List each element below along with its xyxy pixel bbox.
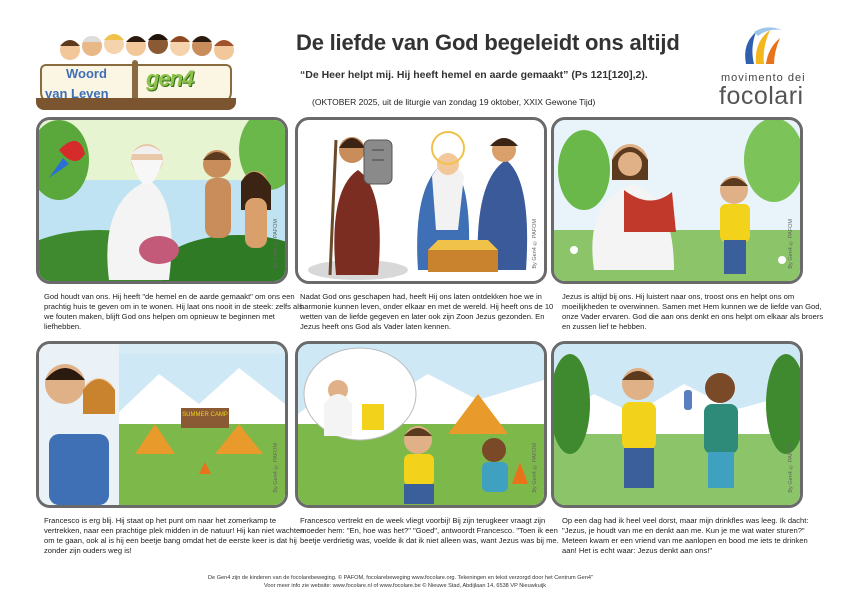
- panel-credit: By Gen4 © PAFOM: [273, 443, 279, 493]
- comic-panel-6: [551, 341, 803, 508]
- page-title: De liefde van God begeleidt ons altijd: [296, 30, 680, 55]
- comic-panel-5: [295, 341, 547, 508]
- panel-credit: By Gen4 © PAFOM: [532, 443, 538, 493]
- moses-and-holy-family-scene: [298, 120, 544, 281]
- panel-credit: By Gen4 © PAFOM: [788, 219, 794, 269]
- summer-camp-sign: SUMMER CAMP: [182, 412, 228, 418]
- water-bottle-friend-scene: [554, 344, 800, 505]
- focolari-flame-icon: [736, 24, 784, 70]
- panel-5-caption: Francesco vertrekt en de week vliegt voorbij! Bij zijn terugkeer vraagt zijn moeder hem: "En, hoe was het?" "Goed", antwoordt Francesco. "Toen ik een beetje verdrietig was, voelde ik dat ik niet alleen was, want Jezus was bij me.: [300, 516, 559, 545]
- focolari-wordmark: focolari: [719, 82, 804, 110]
- panel-1-caption: God houdt van ons. Hij heeft "de hemel en de aarde gemaakt" om ons een prachtig huis te geven om in te wonen. Hij laat ons nooit in de steek: zelfs als we fouten maken, blijft God ons helpen om opnieuw te beginnen met liefhebben.: [44, 292, 303, 331]
- focolari-subtitle: movimento dei: [721, 72, 806, 84]
- gen4-logo-text: gen4: [146, 66, 194, 91]
- panel-4-caption: Francesco is erg blij. Hij staat op het punt om naar het zomerkamp te vertrekken, naar een prachtige plek midden in de natuur! Hij kan niet wachten om te gaan, ook al is hij een beetje bang omdat het de eerste keer is dat hij zonder zijn ouders weg is!: [44, 516, 305, 555]
- creation-scene: [39, 120, 285, 281]
- comic-panel-1: [36, 117, 288, 284]
- panel-credit: By Gen4 © PAFOM: [273, 219, 279, 269]
- bible-quote: “De Heer helpt mij. Hij heeft hemel en aarde gemaakt” (Ps 121[120],2).: [300, 69, 648, 81]
- footer-website-info: Voor meer info zie website: www.focolare.nl of www.focolare.be © Nieuwe Stad, Abdijlaan 14, 6538 VP Nieuwkuijk: [264, 583, 546, 589]
- comic-panel-3: [551, 117, 803, 284]
- panel-3-caption: Jezus is altijd bij ons. Hij luistert naar ons, troost ons en helpt ons om moeilijkheden te overwinnen. Samen met Hem kunnen we de liefde van God, onze Vader ervaren. God die aan ons denkt en ons helpt om elkaar als broers en zussen lief te hebben.: [562, 292, 824, 331]
- date-line: (OKTOBER 2025, uit de liturgie van zondag 19 oktober, XXIX Gewone Tijd): [312, 97, 596, 107]
- comic-panel-2: [295, 117, 547, 284]
- logo-word-line2: van Leven: [45, 86, 109, 101]
- panel-credit: By Gen4 © PAFOM: [532, 219, 538, 269]
- campfire-memory-scene: [298, 344, 544, 505]
- comic-panel-4: [36, 341, 288, 508]
- footer-copyright: De Gen4 zijn de kinderen van de focolarebeweging. © PAFOM, focolarebeweging www.focolare.org. Tekeningen en tekst verzorgd door het Centrum Gen4": [208, 575, 593, 581]
- summer-camp-daydream-scene: [39, 344, 285, 505]
- jesus-with-child-scene: [554, 120, 800, 281]
- logo-word-line1: Woord: [66, 66, 107, 81]
- panel-credit: By Gen4 © PAFOM: [788, 443, 794, 493]
- panel-2-caption: Nadat God ons geschapen had, heeft Hij ons laten ontdekken hoe we in harmonie kunnen leven, onder elkaar en met de wereld. Hij heeft ons de 10 wetten van de liefde gegeven en later ook zijn Zoon Jezus gezonden. En Jezus heeft ons God als Vader laten kennen.: [300, 292, 554, 331]
- panel-6-caption: Op een dag had ik heel veel dorst, maar mijn drinkfles was leeg. Ik dacht: "Jezus, je houdt van me en denkt aan me. Kun je me wat water sturen?" Meteen kwam er een vriend van me aanlopen en bood me iets te drinken aan! Het is echt waar: Jezus denkt aan ons!": [562, 516, 809, 555]
